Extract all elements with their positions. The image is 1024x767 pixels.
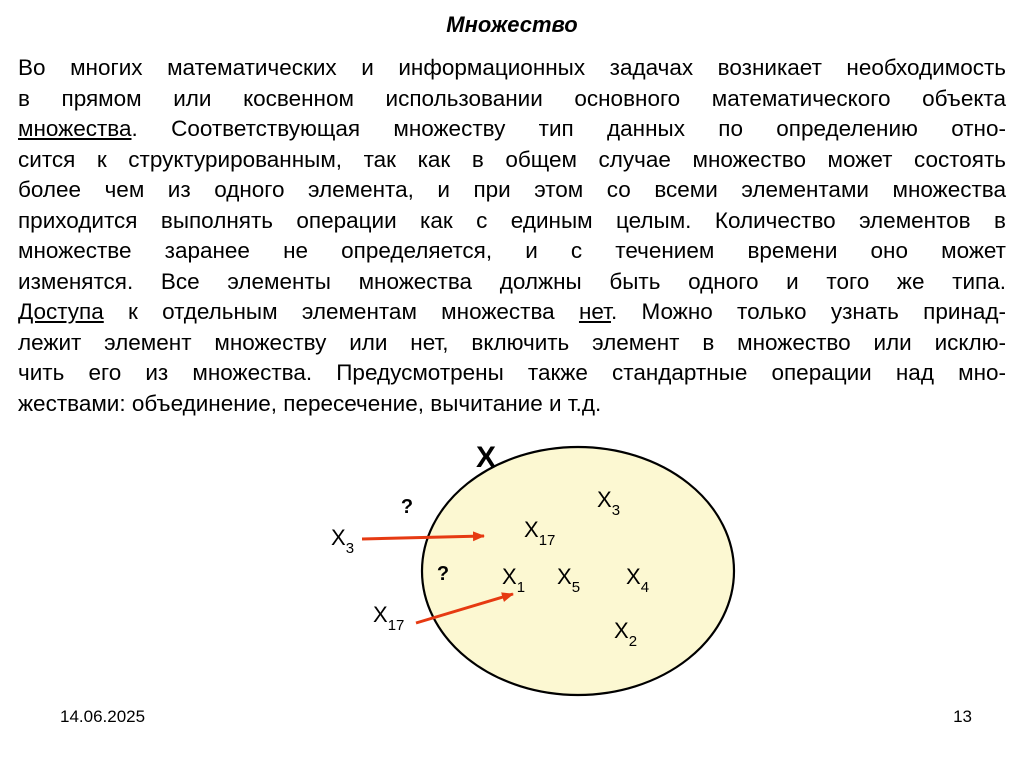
set-element: $X_5$ [557, 564, 581, 596]
set-element: $X_4$ [626, 564, 650, 596]
text-line: Во многих математических и информационных задачах возникает необходимость [18, 55, 1006, 80]
slide-title: Множество [446, 12, 578, 37]
page-number: 13 [953, 707, 972, 726]
term-sets: множества [18, 116, 132, 141]
text-line: чить его из множества. Предусмотрены также стандартные операции над мно- [18, 360, 1006, 385]
question-mark-1: ? [400, 496, 414, 518]
set-element: $X_2$ [614, 618, 638, 650]
text-line: множества. Соответствующая множеству тип данных по определению отно- [18, 116, 1006, 141]
term-no: нет [578, 299, 611, 324]
footer-date: 14.06.2025 [60, 707, 146, 726]
text-line: множестве заранее не определяется, и с течением времени оно может [18, 238, 1006, 263]
text-line: приходится выполнять операции как с единым целым. Количество элементов в [18, 207, 1006, 233]
text-line: более чем из одного элемента, и при этом со всеми элементами множества [18, 177, 1006, 202]
set-ellipse [422, 447, 734, 695]
set-element: $X_3$ [597, 487, 621, 519]
outside-element: $X_3$ [331, 525, 355, 557]
set-element: $X_1$ [502, 564, 526, 596]
text-line: в прямом или косвенном использовании основного математического объекта [18, 85, 1006, 111]
set-element: $X_{17}$ [524, 517, 556, 549]
text-line: изменятся. Все элементы множества должны быть одного и того же типа. [18, 268, 1006, 294]
question-mark-2: ? [436, 563, 450, 585]
text-line: жествами: объединение, пересечение, вычитание и т.д. [18, 390, 602, 416]
text-line: лежит элемент множеству или нет, включить элемент в множество или исклю- [18, 329, 1006, 355]
term-access: Доступа [18, 299, 104, 324]
text-line: Доступа к отдельным элементам множества нет. Можно только узнать принад- [18, 299, 1006, 324]
outside-element: $X_{17}$ [373, 602, 405, 634]
text-line: сится к структурированным, так как в общем случае множество может состоять [18, 146, 1006, 172]
set-label: X [475, 441, 497, 474]
